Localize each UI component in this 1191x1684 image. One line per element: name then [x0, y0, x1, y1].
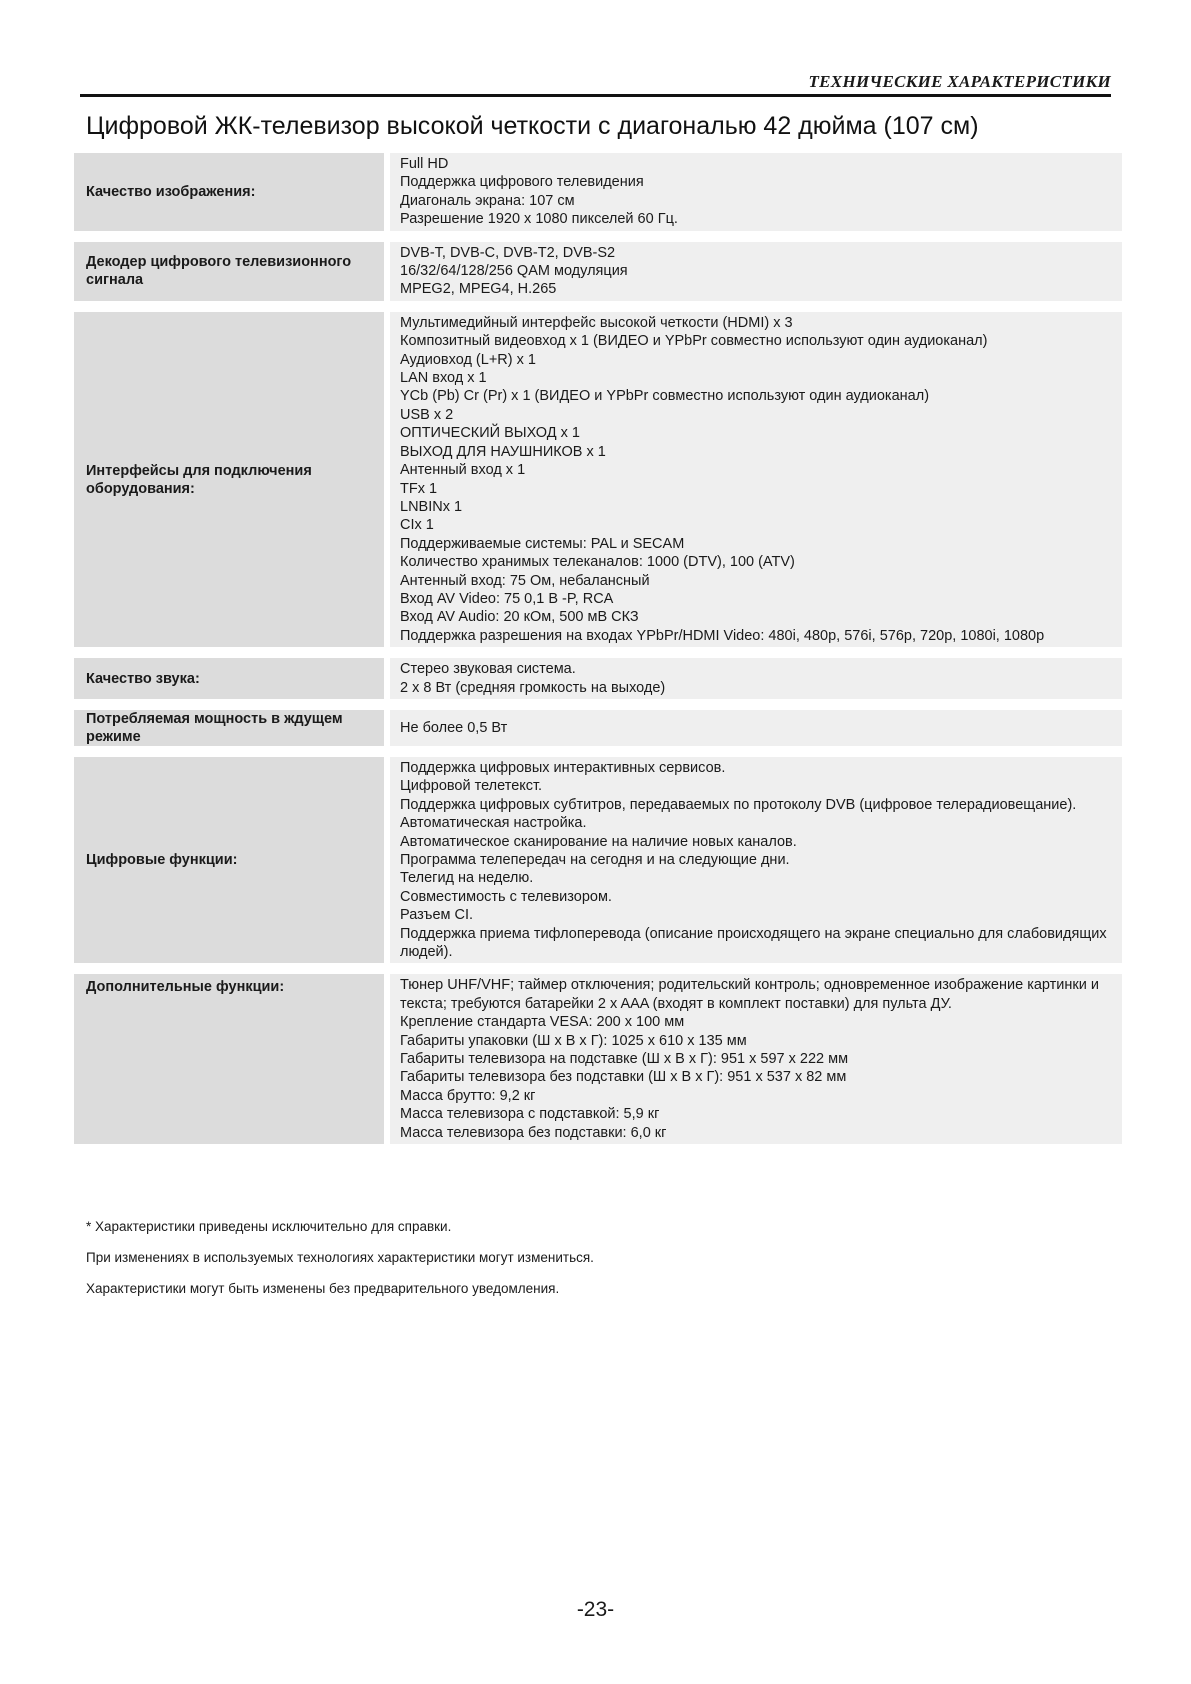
- spec-row-decoder: [74, 242, 1122, 301]
- spec-line: Поддержка цифровых интерактивных сервисов.: [400, 759, 726, 776]
- section-title: ТЕХНИЧЕСКИЕ ХАРАКТЕРИСТИКИ: [808, 72, 1111, 91]
- spec-label: Цифровые функции:: [74, 757, 384, 963]
- spec-label: Качество изображения:: [74, 153, 384, 231]
- spec-line: Поддержка цифровых субтитров, передаваемых по протоколу DVB (цифровое телерадиовещание).: [400, 796, 1077, 813]
- spec-line: Композитный видеовход x 1 (ВИДЕО и YPbPr совместно используют один аудиоканал): [400, 333, 988, 350]
- spec-row-interfaces: [74, 312, 1122, 647]
- spec-value: [390, 974, 1122, 1144]
- spec-line: Автоматическое сканирование на наличие новых каналов.: [400, 833, 797, 850]
- spec-label: Потребляемая мощность в ждущем режиме: [74, 710, 384, 746]
- spec-line: Габариты упаковки (Ш x В x Г): 1025 x 610 x 135 мм: [400, 1032, 747, 1049]
- spec-line: Тюнер UHF/VHF; таймер отключения; родительский контроль; одновременное изображение картинки и текста; требуются батарейки 2 x AAA (входят в комплект поставки) для пульта ДУ.: [400, 977, 1099, 1012]
- spec-line: Мультимедийный интерфейс высокой четкости (HDMI) x 3: [400, 314, 793, 331]
- spec-value: [390, 710, 1122, 746]
- spec-value: [390, 757, 1122, 963]
- spec-line: YCb (Pb) Cr (Pr) x 1 (ВИДЕО и YPbPr совместно используют один аудиоканал): [400, 388, 930, 405]
- spec-line: ОПТИЧЕСКИЙ ВЫХОД x 1: [400, 425, 580, 442]
- spec-line: ВЫХОД ДЛЯ НАУШНИКОВ x 1: [400, 443, 606, 460]
- footnote: * Характеристики приведены исключительно для справки.: [86, 1219, 452, 1234]
- spec-line: Антенный вход: 75 Ом, небалансный: [400, 572, 650, 589]
- spec-line: Разрешение 1920 x 1080 пикселей 60 Гц.: [400, 211, 678, 228]
- spec-label: Качество звука:: [74, 658, 384, 699]
- spec-row-standby-power: [74, 710, 1122, 746]
- spec-line: Вход AV Video: 75 0,1 В -P, RCA: [400, 590, 614, 607]
- spec-row-additional-functions: [74, 974, 1122, 1144]
- spec-line: Full HD: [400, 156, 449, 172]
- spec-line: Габариты телевизора на подставке (Ш x В x Г): 951 x 597 x 222 мм: [400, 1051, 849, 1068]
- spec-line: MPEG2, MPEG4, H.265: [400, 281, 557, 298]
- spec-line: Поддержка приема тифлоперевода (описание происходящего на экране специально для слабовидящих людей).: [400, 925, 1107, 961]
- spec-line: Поддержка разрешения на входах YPbPr/HDMI Video: 480i, 480p, 576i, 576p, 720p, 1080i, 1080p: [400, 627, 1045, 644]
- spec-line: Диагональ экрана: 107 см: [400, 192, 575, 209]
- spec-line: LNBINx 1: [400, 498, 463, 515]
- spec-line: Программа телепередач на сегодня и на следующие дни.: [400, 852, 790, 868]
- spec-line: 16/32/64/128/256 QAM модуляция: [400, 263, 628, 280]
- spec-line: Аудиовход (L+R) x 1: [400, 351, 536, 368]
- spec-line: Цифровой телетекст.: [400, 778, 543, 795]
- spec-line: Стерео звуковая система.: [400, 661, 576, 678]
- spec-value: [390, 658, 1122, 699]
- spec-line: LAN вход x 1: [400, 370, 487, 387]
- header-divider: [80, 94, 1111, 97]
- footnote: При изменениях в используемых технологиях характеристики могут измениться.: [86, 1250, 594, 1265]
- page-title: Цифровой ЖК-телевизор высокой четкости с диагональю 42 дюйма (107 см): [86, 112, 979, 140]
- spec-line: CIx 1: [400, 517, 434, 534]
- spec-line: Масса телевизора без подставки: 6,0 кг: [400, 1124, 667, 1141]
- footnote: Характеристики могут быть изменены без предварительного уведомления.: [86, 1281, 560, 1296]
- specs-table: [74, 153, 1122, 1155]
- spec-line: Вход AV Audio: 20 кОм, 500 мВ СКЗ: [400, 609, 639, 626]
- spec-line: DVB-T, DVB-C, DVB-T2, DVB-S2: [400, 244, 616, 261]
- spec-label: Дополнительные функции:: [74, 974, 384, 1144]
- page-number: -23-: [576, 1598, 615, 1621]
- spec-line: TFx 1: [400, 480, 438, 497]
- spec-line: Габариты телевизора без подставки (Ш x В x Г): 951 x 537 x 82 мм: [400, 1069, 847, 1086]
- spec-row-digital-functions: [74, 757, 1122, 963]
- spec-line: Антенный вход x 1: [400, 462, 526, 479]
- spec-line: 2 x 8 Вт (средняя громкость на выходе): [400, 679, 666, 696]
- spec-row-picture-quality: [74, 153, 1122, 231]
- spec-line: Автоматическая настройка.: [400, 815, 587, 832]
- spec-row-sound: [74, 658, 1122, 699]
- spec-line: Поддержка цифрового телевидения: [400, 174, 644, 191]
- spec-line: Не более 0,5 Вт: [400, 719, 508, 736]
- spec-line: Разъем CI.: [400, 907, 474, 924]
- spec-line: Крепление стандарта VESA: 200 x 100 мм: [400, 1014, 685, 1031]
- spec-value: [390, 153, 1122, 231]
- spec-label: Декодер цифрового телевизионного сигнала: [74, 242, 384, 301]
- spec-line: Количество хранимых телеканалов: 1000 (DTV), 100 (ATV): [400, 554, 795, 571]
- spec-line: Телегид на неделю.: [400, 870, 534, 887]
- spec-line: Совместимость с телевизором.: [400, 888, 612, 905]
- spec-line: Масса брутто: 9,2 кг: [400, 1087, 536, 1104]
- spec-label: Интерфейсы для подключения оборудования:: [74, 312, 384, 647]
- spec-line: Поддерживаемые системы: PAL и SECAM: [400, 535, 685, 552]
- spec-value: [390, 242, 1122, 301]
- spec-value: [390, 312, 1122, 647]
- spec-line: USB x 2: [400, 406, 454, 423]
- footnotes: [86, 1218, 594, 1311]
- spec-line: Масса телевизора с подставкой: 5,9 кг: [400, 1106, 660, 1123]
